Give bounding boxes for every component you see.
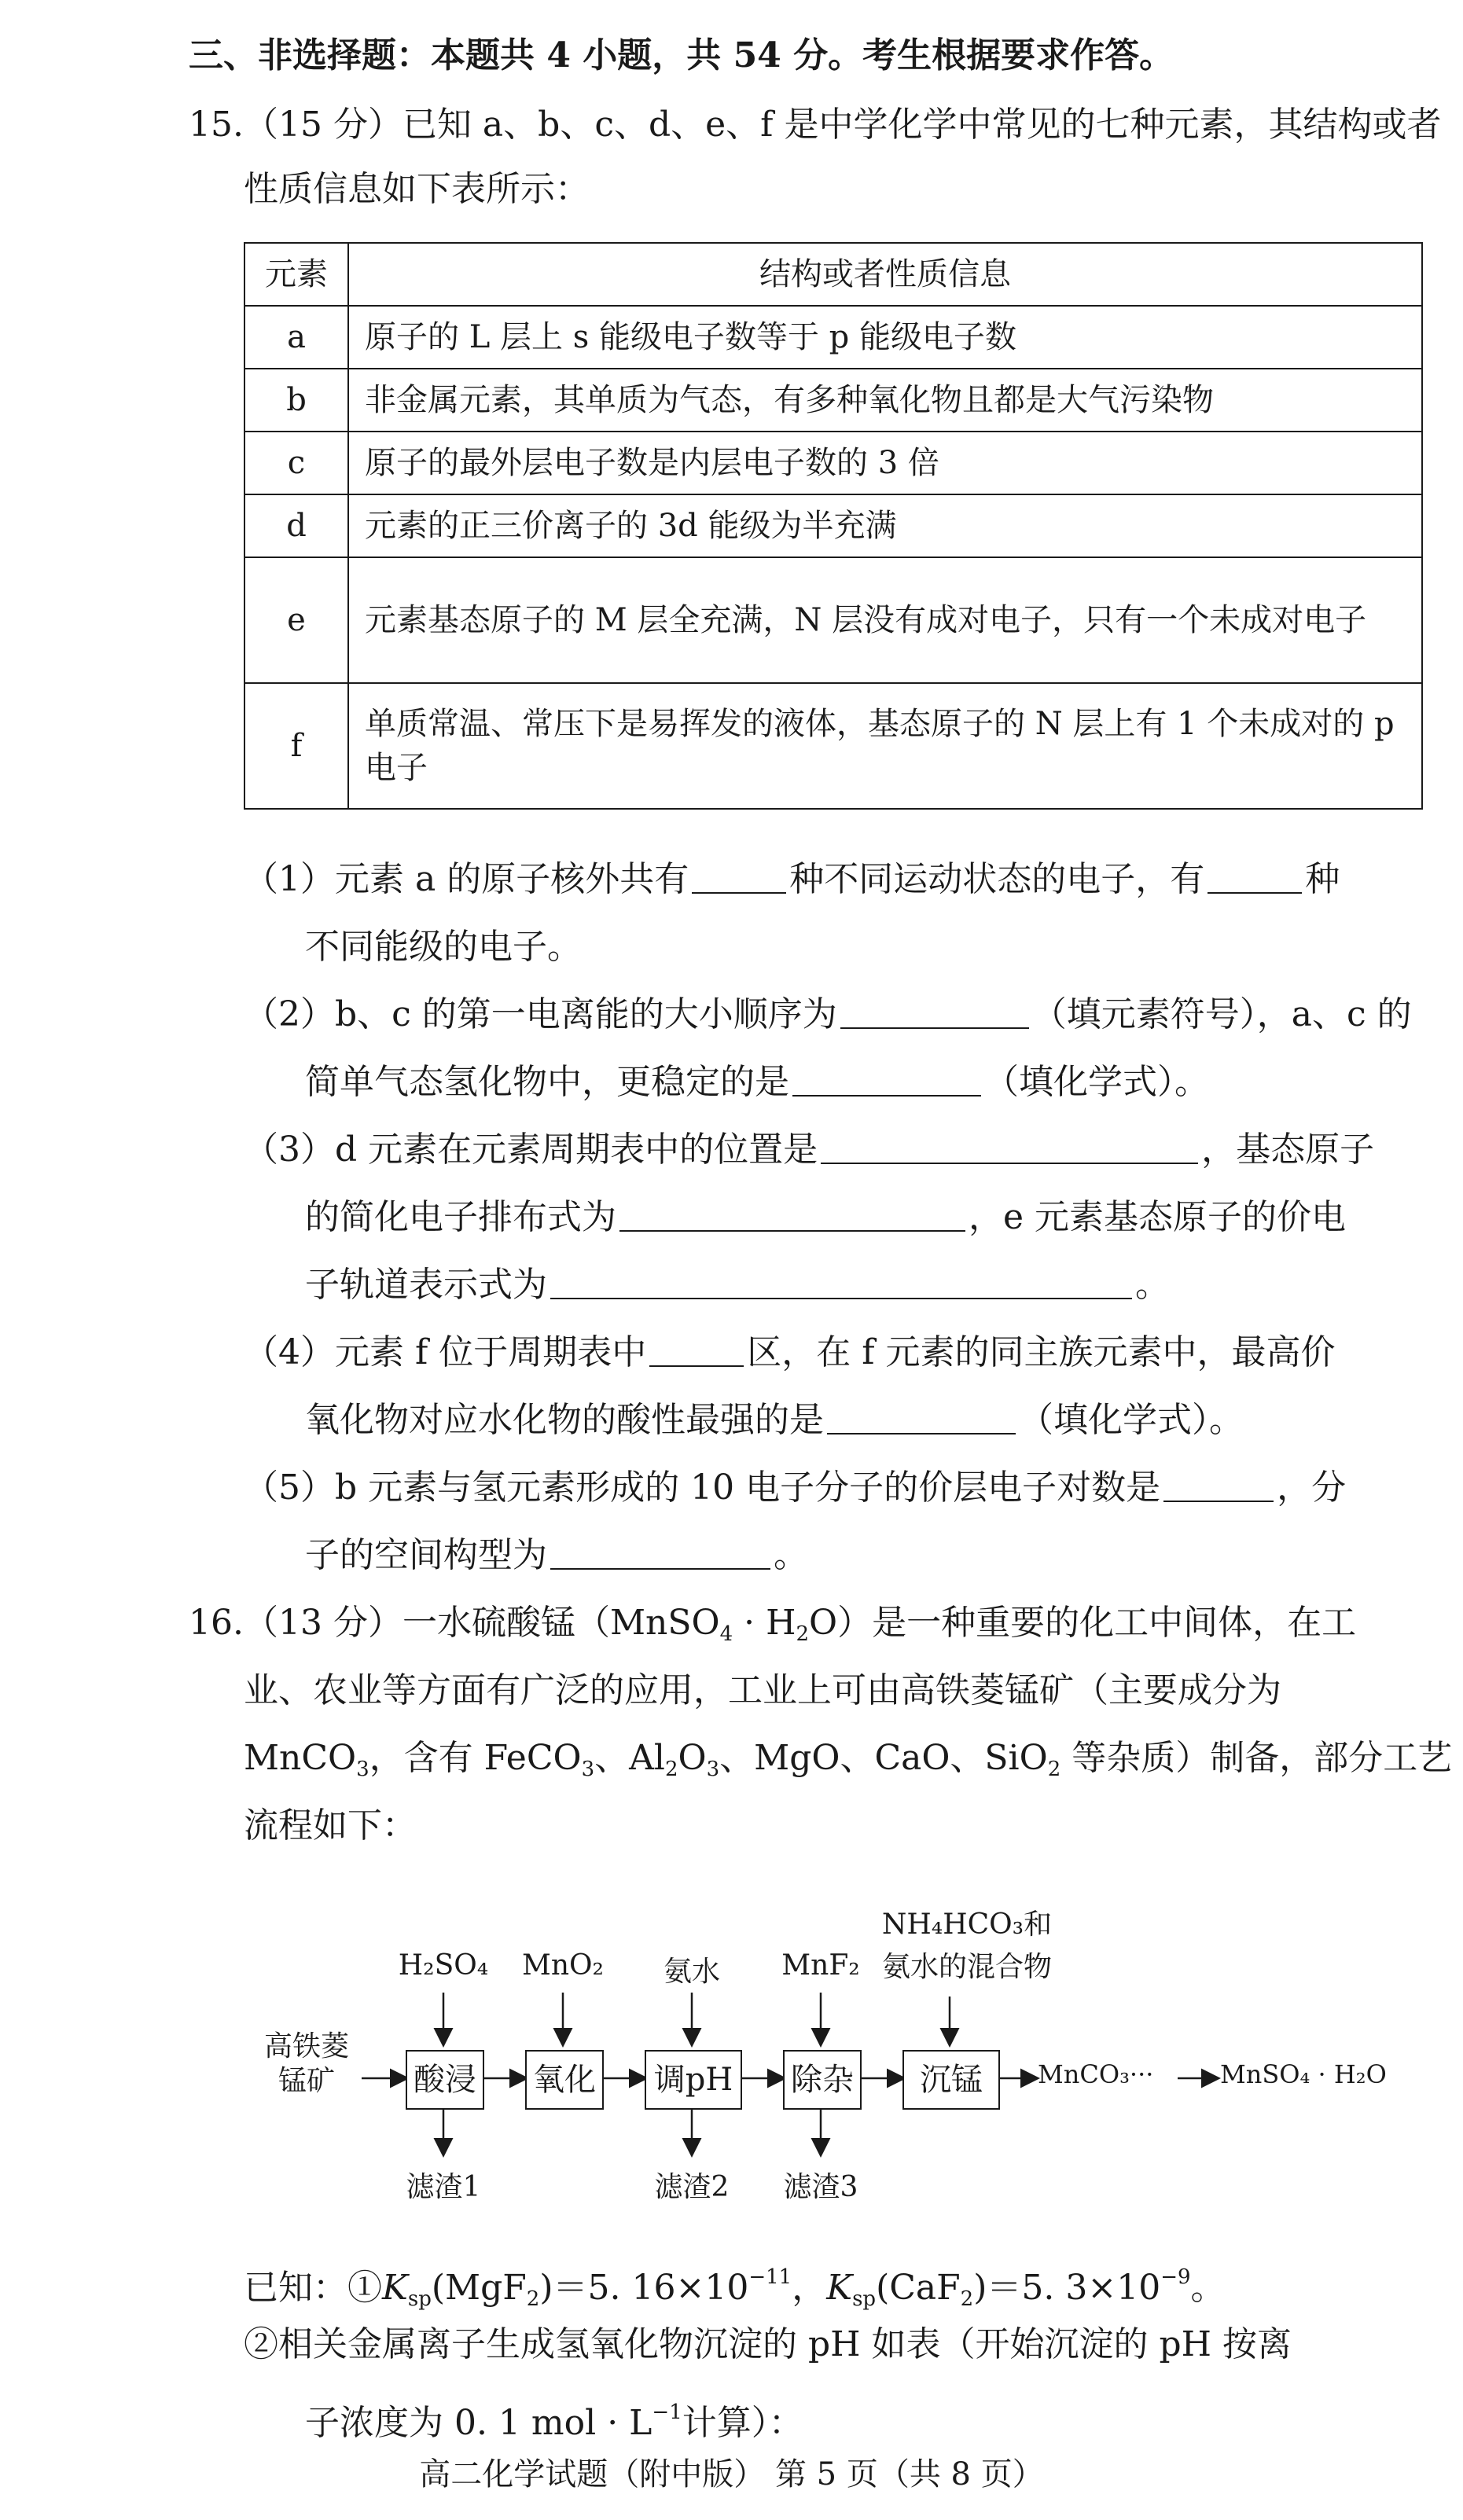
reagent-mno2: MnO₂: [522, 1949, 604, 1982]
reagent-h2so4: H₂SO₄: [398, 1949, 489, 1982]
known-ksp-a: 已知：①: [244, 2268, 382, 2308]
table-cell-info: 原子的最外层电子数是内层电子数的 3 倍: [348, 432, 1422, 494]
q15-part1-line1: [244, 857, 1340, 902]
answer-blank[interactable]: [550, 1266, 1132, 1299]
table-header-info: 结构或者性质信息: [348, 243, 1422, 306]
table-cell-element: c: [244, 432, 348, 494]
q15-part5-text-d: 。: [774, 1535, 808, 1575]
step-precipitate-mn: 沉锰: [902, 2050, 1000, 2110]
page-footer: 高二化学试题（附中版） 第 5 页（共 8 页）: [419, 2456, 1044, 2492]
table-row: [244, 683, 1422, 809]
q16-line3-sub: 3: [356, 1758, 369, 1781]
q16-line3: [244, 1736, 1452, 1792]
step-oxidize: 氧化: [525, 2050, 604, 2110]
q16-line1-a: 16.（13 分）一水硫酸锰（MnSO: [189, 1603, 720, 1643]
known-ksp-sub2: 2: [526, 2287, 540, 2311]
table-cell-info: 原子的 L 层上 s 能级电子数等于 p 能级电子数: [348, 306, 1422, 369]
process-flow-diagram: [252, 1910, 1462, 2217]
answer-blank[interactable]: [649, 1334, 744, 1367]
waste-residue-2: 滤渣2: [654, 2171, 730, 2203]
table-row: [244, 306, 1422, 369]
q15-part3-text-d: ，e 元素基态原子的价电: [969, 1197, 1347, 1237]
reagent-mix-line2: 氨水的混合物: [881, 1951, 1052, 1983]
q16-line3-d: O: [678, 1738, 707, 1778]
step-adjust-ph: 调pH: [645, 2050, 742, 2110]
known-ksp-b: (MgF: [431, 2268, 527, 2308]
known-ksp-d: ，: [792, 2268, 827, 2308]
q15-intro-line1: 15.（15 分）已知 a、b、c、d、e、f 是中学化学中常见的七种元素，其结构或者: [189, 105, 1442, 145]
known-ph-b: 计算）：: [682, 2403, 803, 2443]
known-ksp-c: )＝5. 16×10: [539, 2268, 749, 2308]
table-cell-element: d: [244, 494, 348, 557]
known-ksp-g: )＝5. 3×10: [973, 2268, 1161, 2308]
answer-blank[interactable]: [1208, 861, 1302, 894]
table-row: [244, 557, 1422, 683]
reagent-ammonia: 氨水: [663, 1956, 720, 1988]
q15-part1-text-b: 种不同运动状态的电子，有: [789, 859, 1205, 899]
q15-part3-line2: [305, 1195, 1346, 1240]
q15-part3-text-b: ，基态原子: [1201, 1130, 1375, 1170]
table-row: [244, 369, 1422, 432]
step-remove-impurity: 除杂: [783, 2050, 862, 2110]
known-ksp-exp: −11: [748, 2265, 792, 2289]
q15-part4-text-b: 区，在 f 元素的同主族元素中，最高价: [747, 1332, 1336, 1372]
answer-blank[interactable]: [840, 996, 1029, 1029]
q15-part1-text-a: （1）元素 a 的原子核外共有: [244, 859, 689, 899]
table-cell-info: 元素基态原子的 M 层全充满，N 层没有成对电子，只有一个未成对电子: [348, 557, 1422, 683]
q15-part3-text-e: 子轨道表示式为: [305, 1265, 547, 1305]
table-cell-element: b: [244, 369, 348, 432]
q15-part4-text-d: （填化学式）。: [1019, 1400, 1244, 1440]
known-ksp-h: 。: [1190, 2268, 1226, 2308]
raw-material-label: [252, 2030, 362, 2099]
q15-part2-line1: [244, 992, 1412, 1038]
q16-line3-sub: 3: [581, 1758, 595, 1781]
q16-line1: [189, 1600, 1356, 1657]
table-cell-info: 非金属元素，其单质为气态，有多种氧化物且都是大气污染物: [348, 369, 1422, 432]
waste-residue-3: 滤渣3: [783, 2171, 858, 2203]
answer-blank[interactable]: [692, 861, 786, 894]
reagent-nh4hco3-mixture: [873, 1904, 1061, 1989]
known-ph-line2: [305, 2390, 803, 2446]
q16-line3-c: 、Al: [594, 1738, 665, 1778]
q15-part4-line2: [305, 1398, 1244, 1443]
q16-line3-a: MnCO: [244, 1738, 357, 1778]
q16-line3-f: 等杂质）制备，部分工艺: [1060, 1738, 1453, 1778]
answer-blank[interactable]: [550, 1537, 770, 1570]
element-info-table: [244, 242, 1423, 810]
q15-part3-text-a: （3）d 元素在元素周期表中的位置是: [244, 1130, 818, 1170]
raw-material-line1: 高铁菱: [263, 2030, 349, 2063]
q16-line3-b: ，含有 FeCO: [369, 1738, 582, 1778]
ksp-sub: sp: [407, 2287, 432, 2311]
reagent-mnf2: MnF₂: [781, 1949, 860, 1982]
reagent-mix-line1: NH₄HCO₃和: [881, 1908, 1053, 1941]
q16-line3-sub: 2: [664, 1758, 678, 1781]
q15-part5-text-b: ，分: [1277, 1468, 1347, 1508]
q15-part3-text-f: 。: [1135, 1265, 1170, 1305]
q15-part3-text-c: 的简化电子排布式为: [305, 1197, 616, 1237]
section-header: 三、非选择题：本题共 4 小题，共 54 分。考生根据要求作答。: [189, 35, 1174, 75]
table-cell-element: e: [244, 557, 348, 683]
table-row: [244, 494, 1422, 557]
ksp-sub: sp: [852, 2287, 877, 2311]
q15-part4-text-c: 氧化物对应水化物的酸性最强的是: [305, 1400, 824, 1440]
q15-part2-text-d: （填化学式）。: [984, 1062, 1209, 1102]
q15-intro-line2: 性质信息如下表所示：: [244, 169, 590, 209]
q16-line3-sub: 3: [706, 1758, 720, 1781]
q15-part4-text-a: （4）元素 f 位于周期表中: [244, 1332, 647, 1372]
q15-part5-text-c: 子的空间构型为: [305, 1535, 547, 1575]
q15-part2-text-c: 简单气态氢化物中，更稳定的是: [305, 1062, 789, 1102]
q16-line1-b: · H: [733, 1603, 796, 1643]
table-cell-info: 单质常温、常压下是易挥发的液体，基态原子的 N 层上有 1 个未成对的 p 电子: [348, 683, 1422, 809]
answer-blank[interactable]: [821, 1131, 1198, 1164]
q15-part3-line3: [305, 1262, 1170, 1308]
table-cell-element: a: [244, 306, 348, 369]
q16-line3-sub: 2: [1047, 1758, 1061, 1781]
known-ksp-line: [244, 2254, 1226, 2322]
q16-line3-e: 、MgO、CaO、SiO: [719, 1738, 1048, 1778]
table-header-element: 元素: [244, 243, 348, 306]
raw-material-line2: 锰矿: [278, 2065, 335, 2097]
q15-part4-line1: [244, 1330, 1336, 1376]
table-row: [244, 432, 1422, 494]
known-ph-line1: ②相关金属离子生成氢氧化物沉淀的 pH 如表（开始沉淀的 pH 按离: [244, 2324, 1292, 2364]
q16-line1-sub: 4: [719, 1622, 733, 1646]
q15-part3-line1: [244, 1127, 1374, 1173]
known-ph-exp: −1: [652, 2401, 682, 2424]
q15-part5-line2: [305, 1533, 808, 1578]
answer-blank[interactable]: [792, 1063, 981, 1097]
q15-part5-text-a: （5）b 元素与氢元素形成的 10 电子分子的价层电子对数是: [244, 1468, 1161, 1508]
known-ph-a: 子浓度为 0. 1 mol · L: [305, 2403, 652, 2443]
answer-blank[interactable]: [827, 1401, 1016, 1434]
step-acid-leach: 酸浸: [406, 2050, 484, 2110]
q16-line2: 业、农业等方面有广泛的应用，工业上可由高铁菱锰矿（主要成分为: [244, 1670, 1281, 1710]
q15-part2-text-a: （2）b、c 的第一电离能的大小顺序为: [244, 994, 837, 1034]
table-cell-info: 元素的正三价离子的 3d 能级为半充满: [348, 494, 1422, 557]
known-ksp-f: (CaF: [876, 2268, 961, 2308]
known-ksp-exp: −9: [1160, 2265, 1191, 2289]
q15-part5-line1: [244, 1465, 1346, 1511]
q15-part1-text-c: 种: [1305, 859, 1340, 899]
table-cell-element: f: [244, 683, 348, 809]
product-mnco3: MnCO₃···: [1038, 2059, 1154, 2089]
table-header-row: [244, 243, 1422, 306]
waste-residue-1: 滤渣1: [406, 2171, 481, 2203]
ksp-symbol: K: [826, 2268, 853, 2308]
answer-blank[interactable]: [619, 1199, 965, 1232]
known-ksp-sub2: 2: [960, 2287, 974, 2311]
q16-line1-sub: 2: [796, 1622, 809, 1646]
q15-part2-line2: [305, 1060, 1209, 1105]
q16-line4: 流程如下：: [244, 1806, 417, 1846]
q15-part1-line2: 不同能级的电子。: [305, 927, 582, 967]
q16-line1-c: O）是一种重要的化工中间体，在工: [809, 1603, 1357, 1643]
product-mnso4-h2o: MnSO₄ · H₂O: [1220, 2059, 1387, 2089]
answer-blank[interactable]: [1163, 1469, 1274, 1502]
ksp-symbol: K: [382, 2268, 408, 2308]
q15-part2-text-b: （填元素符号），a、c 的: [1031, 994, 1412, 1034]
